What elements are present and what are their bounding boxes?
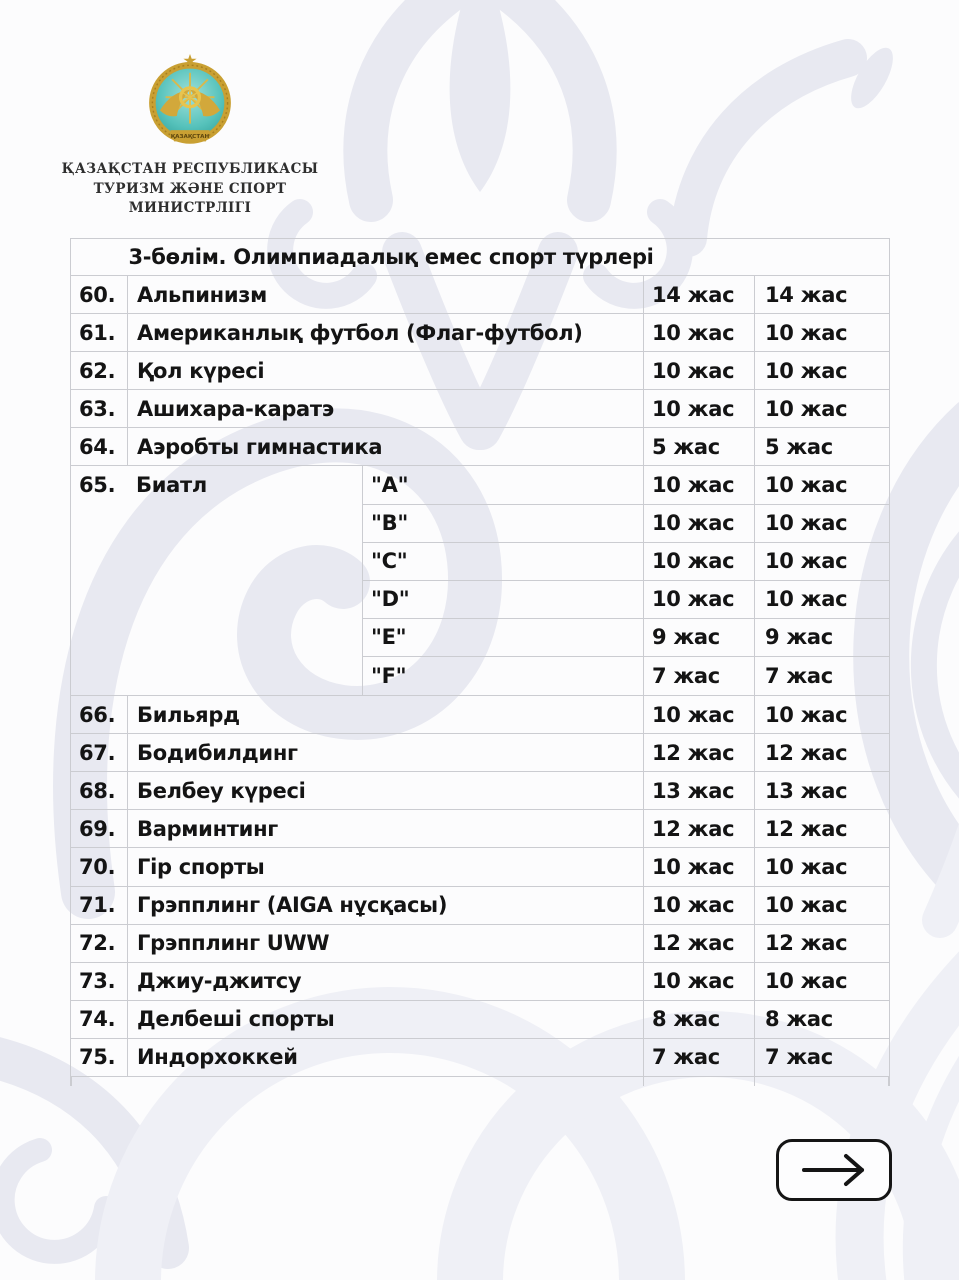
table-section-header: 3-бөлім. Олимпиадалық емес спорт түрлері xyxy=(71,239,889,276)
cell-number: 63. xyxy=(79,396,116,421)
table-row xyxy=(71,963,889,1001)
biathle-subrow xyxy=(362,581,889,619)
table-row xyxy=(71,352,889,390)
cell-age-2: 5 жас xyxy=(754,428,889,465)
table-row xyxy=(71,390,889,428)
cell-age-1: 10 жас xyxy=(643,390,754,427)
table-row xyxy=(71,314,889,352)
table-row xyxy=(71,848,889,886)
cell-age-2: 10 жас xyxy=(754,543,889,580)
cell-age-1: 14 жас xyxy=(643,276,754,313)
table-row xyxy=(71,276,889,314)
cell-age-2: 10 жас xyxy=(754,696,889,733)
cell-age-2: 12 жас xyxy=(754,810,889,847)
cell-age-2: 10 жас xyxy=(754,963,889,1000)
cell-sport: Аэробты гимнастика xyxy=(127,428,643,465)
biathle-subrows xyxy=(362,466,889,695)
cell-category-letter: "E" xyxy=(362,619,643,656)
cell-sport: Гір спорты xyxy=(127,848,643,885)
biathle-block xyxy=(71,466,889,696)
cell-age-1: 5 жас xyxy=(643,428,754,465)
cell-age-1: 12 жас xyxy=(643,734,754,771)
arrow-right-icon xyxy=(796,1150,872,1190)
cell-age-2: 7 жас xyxy=(754,1039,889,1076)
cell-number: 64. xyxy=(79,434,116,459)
cell-number: 66. xyxy=(79,702,116,727)
table-rows xyxy=(71,276,889,1077)
biathle-subrow xyxy=(362,657,889,695)
biathle-subrow xyxy=(362,619,889,657)
cell-sport: Биатл xyxy=(136,473,207,498)
cell-sport: Джиу-джитсу xyxy=(127,963,643,1000)
cell-category-letter: "D" xyxy=(362,581,643,618)
kazakhstan-emblem-icon xyxy=(143,50,237,152)
ministry-name-line2: ТУРИЗМ ЖӘНЕ СПОРТ МИНИСТРЛІГІ xyxy=(93,180,287,217)
biathle-subrow xyxy=(362,505,889,543)
table-row xyxy=(71,1001,889,1039)
cropped-next-row xyxy=(71,1077,889,1086)
cell-age-2: 10 жас xyxy=(754,352,889,389)
cell-number: 73. xyxy=(79,969,116,994)
cell-age-2: 10 жас xyxy=(754,848,889,885)
table-row xyxy=(71,887,889,925)
cell-age-1: 10 жас xyxy=(643,352,754,389)
cell-number: 61. xyxy=(79,320,116,345)
cell-age-1: 7 жас xyxy=(643,657,754,695)
cell-age-2: 14 жас xyxy=(754,276,889,313)
cell-number: 75. xyxy=(79,1045,116,1070)
cell-number: 67. xyxy=(79,740,116,765)
biathle-subrow xyxy=(362,466,889,504)
cell-sport: Индорхоккей xyxy=(127,1039,643,1076)
cell-age-1: 12 жас xyxy=(643,925,754,962)
cell-age-1: 10 жас xyxy=(643,887,754,924)
cell-age-1: 10 жас xyxy=(643,581,754,618)
cell-age-2: 13 жас xyxy=(754,772,889,809)
cell-merged-sport xyxy=(71,466,362,695)
table-row xyxy=(71,428,889,466)
table-row xyxy=(71,925,889,963)
cell-category-letter: "C" xyxy=(362,543,643,580)
cell-age-1: 10 жас xyxy=(643,696,754,733)
cell-age-1: 10 жас xyxy=(643,466,754,503)
cell-age-2: 10 жас xyxy=(754,887,889,924)
cell-number: 69. xyxy=(79,816,116,841)
cell-age-1: 10 жас xyxy=(643,963,754,1000)
cell-sport: Бильярд xyxy=(127,696,643,733)
cell-sport: Қол күресі xyxy=(127,352,643,389)
cell-age-2: 8 жас xyxy=(754,1001,889,1038)
cell-age-1: 13 жас xyxy=(643,772,754,809)
cell-sport: Бодибилдинг xyxy=(127,734,643,771)
cell-sport: Варминтинг xyxy=(127,810,643,847)
table-row xyxy=(71,696,889,734)
cell-sport: Ашихара-каратэ xyxy=(127,390,643,427)
cell-age-1: 7 жас xyxy=(643,1039,754,1076)
cell-age-1: 10 жас xyxy=(643,505,754,542)
cell-age-2: 10 жас xyxy=(754,314,889,351)
biathle-subrow xyxy=(362,543,889,581)
cell-number: 71. xyxy=(79,893,116,918)
cell-age-2: 9 жас xyxy=(754,619,889,656)
ministry-name-line1: ҚАЗАҚСТАН РЕСПУБЛИКАСЫ xyxy=(61,161,319,177)
cell-number: 70. xyxy=(79,854,116,879)
cell-category-letter: "F" xyxy=(362,657,643,695)
cell-age-2: 10 жас xyxy=(754,466,889,503)
cell-age-1: 8 жас xyxy=(643,1001,754,1038)
cell-age-2: 10 жас xyxy=(754,505,889,542)
cell-number: 62. xyxy=(79,358,116,383)
cell-sport: Грэпплинг UWW xyxy=(127,925,643,962)
cell-sport: Делбеші спорты xyxy=(127,1001,643,1038)
cell-age-2: 10 жас xyxy=(754,581,889,618)
emblem-banner-text: ҚАЗАҚСТАН xyxy=(170,134,210,141)
table-row xyxy=(71,734,889,772)
cell-age-2: 12 жас xyxy=(754,925,889,962)
cell-number: 60. xyxy=(79,282,116,307)
cell-age-1: 10 жас xyxy=(643,848,754,885)
sports-table xyxy=(70,238,890,1086)
cell-age-2: 12 жас xyxy=(754,734,889,771)
cell-number: 65. xyxy=(79,473,116,498)
cell-category-letter: "B" xyxy=(362,505,643,542)
cell-number: 72. xyxy=(79,931,116,956)
cell-sport: Американлық футбол (Флаг-футбол) xyxy=(127,314,643,351)
cell-age-2: 10 жас xyxy=(754,390,889,427)
cell-sport: Белбеу күресі xyxy=(127,772,643,809)
ministry-header xyxy=(40,50,340,219)
cell-category-letter: "A" xyxy=(362,466,643,503)
next-page-button[interactable] xyxy=(776,1139,892,1201)
cell-age-1: 10 жас xyxy=(643,543,754,580)
cell-sport: Альпинизм xyxy=(127,276,643,313)
table-row xyxy=(71,1039,889,1077)
table-row xyxy=(71,810,889,848)
cell-number: 74. xyxy=(79,1007,116,1032)
cell-age-1: 10 жас xyxy=(643,314,754,351)
table-row xyxy=(71,772,889,810)
cell-age-1: 9 жас xyxy=(643,619,754,656)
cell-age-2: 7 жас xyxy=(754,657,889,695)
cell-age-1: 12 жас xyxy=(643,810,754,847)
cell-number: 68. xyxy=(79,778,116,803)
cell-sport: Грэпплинг (AIGA нұсқасы) xyxy=(127,887,643,924)
